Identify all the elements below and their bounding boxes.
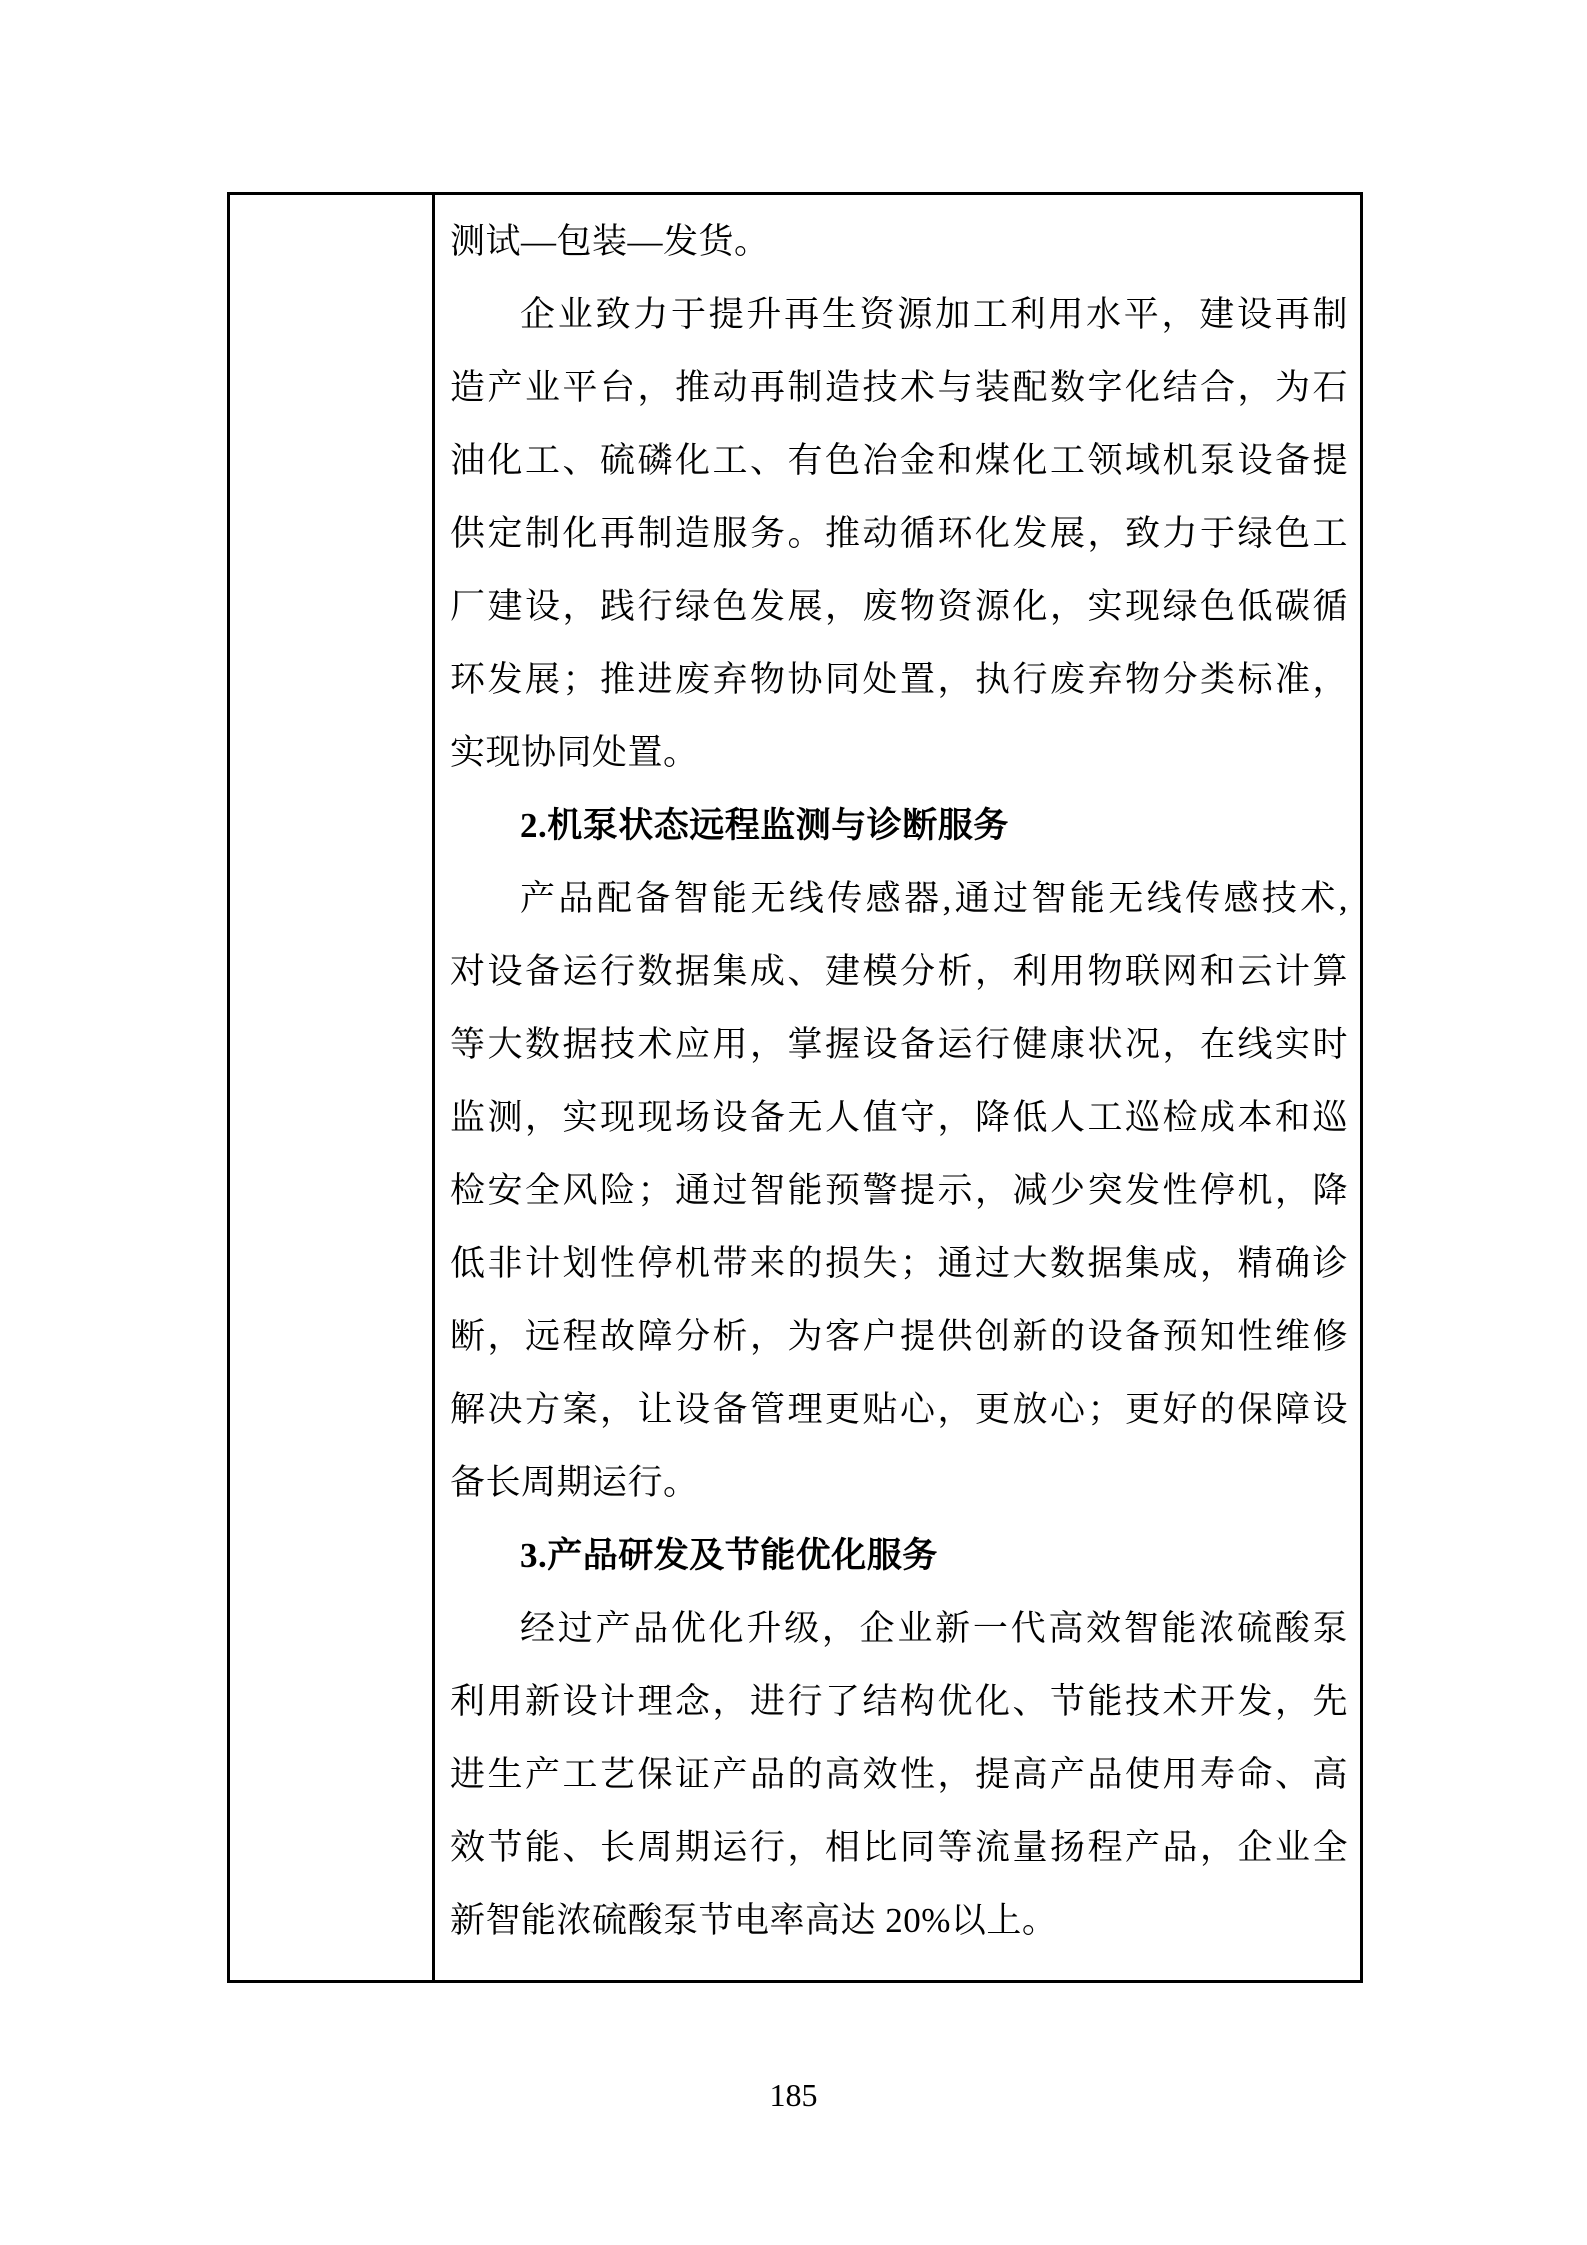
text-line: 2.机泵状态远程监测与诊断服务 [520, 806, 1009, 845]
text-line: 企业致力于提升再生资源加工利用水平，建设再制 [520, 295, 1348, 334]
table-right-cell [435, 195, 1360, 1980]
cell-text-container [450, 205, 1348, 1957]
text-line: 经过产品优化升级，企业新一代高效智能浓硫酸泵 [520, 1609, 1348, 1648]
text-line: 低非计划性停机带来的损失；通过大数据集成，精确诊 [450, 1244, 1348, 1283]
text-line: 效节能、长周期运行，相比同等流量扬程产品，企业全 [450, 1828, 1348, 1867]
text-line: 解决方案，让设备管理更贴心，更放心；更好的保障设 [450, 1390, 1348, 1429]
text-line: 产品配备智能无线传感器,通过智能无线传感技术, [520, 879, 1348, 918]
paragraph-5 [450, 1519, 1348, 1592]
text-line: 厂建设，践行绿色发展，废物资源化，实现绿色低碳循 [450, 587, 1348, 626]
text-line: 监测，实现现场设备无人值守，降低人工巡检成本和巡 [450, 1098, 1348, 1137]
text-line: 断，远程故障分析，为客户提供创新的设备预知性维修 [450, 1317, 1348, 1356]
text-line: 3.产品研发及节能优化服务 [520, 1536, 938, 1575]
text-line: 测试—包装—发货。 [450, 222, 770, 261]
text-line: 环发展；推进废弃物协同处置，执行废弃物分类标准， [450, 660, 1348, 699]
text-line: 对设备运行数据集成、建模分析，利用物联网和云计算 [450, 952, 1348, 991]
text-line: 供定制化再制造服务。推动循环化发展，致力于绿色工 [450, 514, 1348, 553]
content-table [227, 192, 1363, 1983]
table-left-cell [230, 195, 435, 1980]
text-line: 备长周期运行。 [450, 1463, 699, 1502]
page-number: 185 [769, 2077, 818, 2113]
text-line: 利用新设计理念，进行了结构优化、节能技术开发，先 [450, 1682, 1348, 1721]
paragraph-1 [450, 205, 1348, 278]
paragraph-4 [450, 862, 1348, 1519]
text-line: 油化工、硫磷化工、有色冶金和煤化工领域机泵设备提 [450, 441, 1348, 480]
text-line: 实现协同处置。 [450, 733, 699, 772]
paragraph-2 [450, 278, 1348, 789]
text-line: 新智能浓硫酸泵节电率高达 20%以上。 [450, 1901, 1058, 1940]
text-line: 等大数据技术应用，掌握设备运行健康状况，在线实时 [450, 1025, 1348, 1064]
paragraph-6 [450, 1592, 1348, 1957]
paragraph-3 [450, 789, 1348, 862]
text-line: 检安全风险；通过智能预警提示，减少突发性停机，降 [450, 1171, 1348, 1210]
text-line: 进生产工艺保证产品的高效性，提高产品使用寿命、高 [450, 1755, 1348, 1794]
text-line: 造产业平台，推动再制造技术与装配数字化结合，为石 [450, 368, 1348, 407]
